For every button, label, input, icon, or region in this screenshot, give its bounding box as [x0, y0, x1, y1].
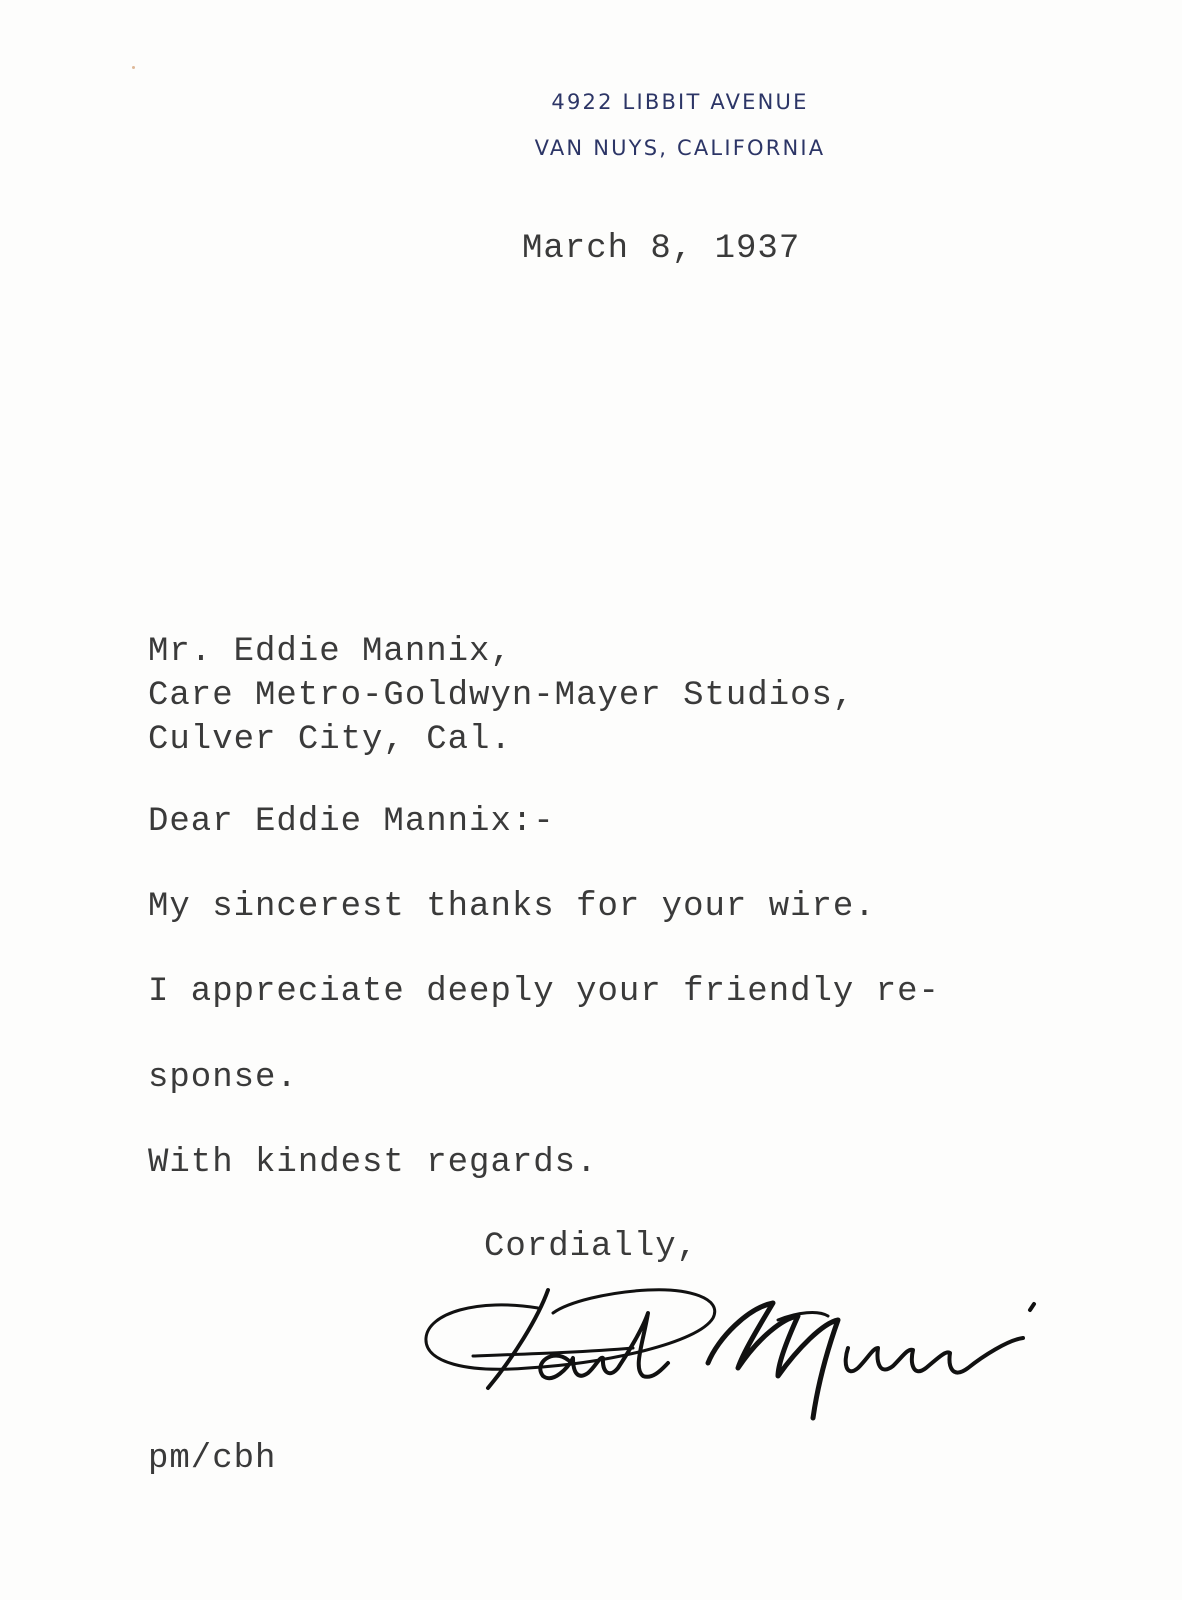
salutation: Dear Eddie Mannix:- — [148, 803, 555, 841]
letterhead-street: 4922 LIBBIT AVENUE — [551, 90, 809, 114]
body-line-4: With kindest regards. — [148, 1144, 598, 1182]
body-line-1: My sincerest thanks for your wire. — [148, 888, 876, 926]
closing: Cordially, — [484, 1228, 699, 1266]
signature — [418, 1268, 1058, 1448]
body-line-3: sponse. — [148, 1059, 298, 1097]
letterhead-city: VAN NUYS, CALIFORNIA — [534, 136, 826, 160]
body-line-2: I appreciate deeply your friendly re- — [148, 973, 940, 1011]
recipient-city: Culver City, Cal. — [148, 721, 512, 759]
typist-initials: pm/cbh — [148, 1440, 277, 1478]
paper-speck — [132, 66, 135, 69]
letter-date: March 8, 1937 — [522, 230, 801, 268]
recipient-company: Care Metro-Goldwyn-Mayer Studios, — [148, 677, 855, 715]
recipient-name: Mr. Eddie Mannix, — [148, 633, 512, 671]
